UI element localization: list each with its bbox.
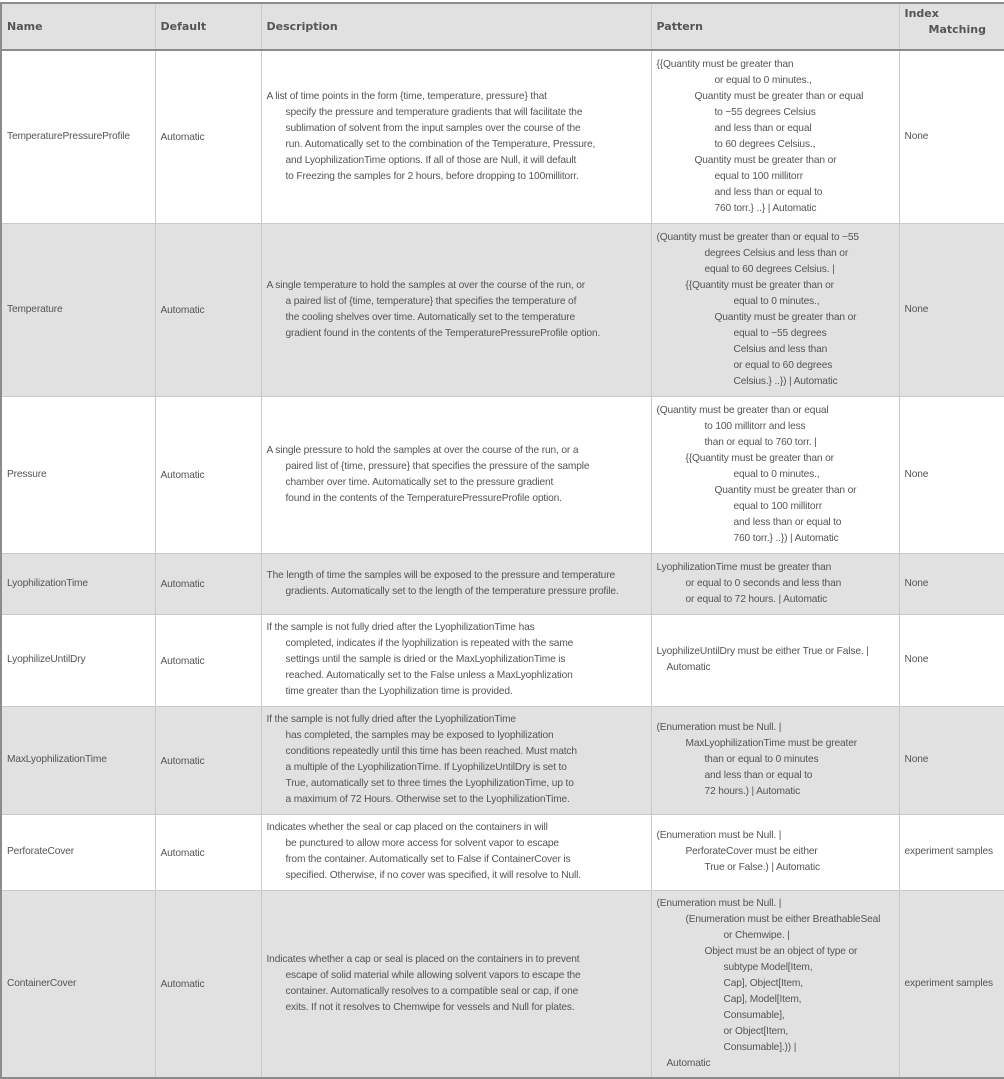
pattern-line: degrees Celsius and less than or	[704, 247, 849, 259]
pattern-line: Automatic	[666, 1057, 711, 1069]
pattern-line: (Quantity must be greater than or equal	[656, 404, 829, 416]
pattern-line: and less than or equal	[714, 122, 812, 134]
option-pattern-cell	[651, 614, 899, 706]
pattern-line: (Enumeration must be Null. |	[656, 722, 782, 733]
description-line: If the sample is not fully dried after the LyophilizationTime	[266, 714, 516, 725]
header-pattern: Pattern	[651, 3, 899, 50]
description-line: has completed, the samples may be exposed to lyophilization	[285, 730, 554, 741]
pattern-line: Automatic	[666, 662, 711, 673]
pattern-line: 72 hours.) | Automatic	[704, 786, 801, 797]
description-line: paired list of {time, pressure} that specifies the pressure of the sample	[285, 460, 590, 472]
option-index-matching-cell: experiment samples	[899, 814, 1004, 890]
pattern-line: and less than or equal to	[733, 516, 842, 528]
pattern-line: Quantity must be greater than or equal	[694, 90, 864, 102]
pattern-line: to 100 millitorr and less	[704, 420, 806, 432]
option-description-cell	[261, 614, 651, 706]
description-line: a paired list of {time, temperature} that specifies the temperature of	[285, 295, 577, 307]
pattern-line: or Chemwipe. |	[723, 929, 790, 941]
pattern-line: to 60 degrees Celsius.,	[714, 138, 816, 150]
pattern-line: LyophilizationTime must be greater than	[656, 561, 832, 573]
pattern-line: Object must be an object of type or	[704, 945, 858, 957]
description-line: found in the contents of the TemperaturePressureProfile option.	[285, 492, 562, 504]
option-description-cell	[261, 814, 651, 890]
header-description: Description	[261, 3, 651, 50]
description-line: sublimation of solvent from the input samples over the course of the	[285, 122, 581, 134]
description-line: True, automatically set to three times the LyophilizationTime, up to	[285, 778, 574, 789]
option-description-cell	[261, 706, 651, 814]
option-pattern-cell	[651, 553, 899, 614]
option-description-cell	[261, 396, 651, 553]
table-row	[1, 553, 1004, 614]
header-default: Default	[155, 3, 261, 50]
pattern-line: than or equal to 0 minutes	[704, 754, 819, 765]
description-line: a multiple of the LyophilizationTime. If LyophilizeUntilDry is set to	[285, 762, 567, 773]
pattern-line: {{Quantity must be greater than or	[685, 279, 834, 291]
pattern-line: subtype Model[Item,	[723, 961, 813, 973]
description-line: Indicates whether the seal or cap placed on the containers in will	[266, 822, 548, 833]
pattern-line: (Quantity must be greater than or equal to −55	[656, 231, 859, 243]
pattern-line: Celsius.} ..}) | Automatic	[733, 375, 838, 387]
option-pattern-cell	[651, 396, 899, 553]
option-pattern-cell	[651, 50, 899, 223]
description-line: container. Automatically resolves to a compatible seal or cap, if one	[285, 985, 579, 997]
option-index-matching-cell: experiment samples	[899, 890, 1004, 1078]
description-line: gradients. Automatically set to the length of the temperature pressure profile.	[285, 585, 619, 597]
pattern-line: 760 torr.} ..} | Automatic	[714, 202, 817, 214]
option-default-cell: Automatic	[155, 706, 261, 814]
pattern-line: Cap], Model[Item,	[723, 993, 802, 1005]
pattern-line: than or equal to 760 torr. |	[704, 436, 817, 448]
option-default-cell: Automatic	[155, 814, 261, 890]
description-line: reached. Automatically set to the False unless a MaxLyophlization	[285, 670, 573, 681]
pattern-line: Quantity must be greater than or	[694, 154, 837, 166]
description-line: run. Automatically set to the combination of the Temperature, Pressure,	[285, 138, 596, 150]
option-index-matching-cell: None	[899, 706, 1004, 814]
pattern-line: {{Quantity must be greater than	[656, 58, 794, 70]
table-row	[1, 614, 1004, 706]
option-name-cell: TemperaturePressureProfile	[1, 50, 155, 223]
option-name-cell: MaxLyophilizationTime	[1, 706, 155, 814]
description-line: a maximum of 72 Hours. Otherwise set to the LyophilizationTime.	[285, 794, 570, 805]
pattern-line: True or False.) | Automatic	[704, 862, 820, 873]
pattern-line: (Enumeration must be either BreathableSeal	[685, 913, 881, 925]
pattern-line: equal to 100 millitorr	[714, 170, 803, 182]
description-line: chamber over time. Automatically set to the pressure gradient	[285, 476, 554, 488]
pattern-line: equal to 60 degrees Celsius. |	[704, 263, 835, 275]
pattern-line: LyophilizeUntilDry must be either True or False. |	[656, 646, 869, 657]
header-index-line1: Index	[904, 7, 939, 20]
option-index-matching-cell: None	[899, 223, 1004, 396]
table-row	[1, 706, 1004, 814]
description-line: specify the pressure and temperature gradients that will facilitate the	[285, 106, 583, 118]
pattern-line: Celsius and less than	[733, 343, 828, 355]
header-index-matching	[899, 3, 1004, 50]
pattern-line: and less than or equal to	[704, 770, 813, 781]
pattern-line: and less than or equal to	[714, 186, 823, 198]
option-description-cell	[261, 553, 651, 614]
option-pattern-cell	[651, 890, 899, 1078]
pattern-line: equal to 0 minutes.,	[733, 295, 820, 307]
description-line: A list of time points in the form {time, temperature, pressure} that	[266, 90, 547, 102]
pattern-line: to −55 degrees Celsius	[714, 106, 816, 118]
description-line: conditions repeatedly until this time has been reached. Must match	[285, 746, 577, 757]
description-line: Indicates whether a cap or seal is placed on the containers in to prevent	[266, 953, 580, 965]
description-line: A single temperature to hold the samples at over the course of the run, or	[266, 279, 585, 291]
option-name-cell: Pressure	[1, 396, 155, 553]
description-line: escape of solid material while allowing solvent vapors to escape the	[285, 969, 581, 981]
description-line: If the sample is not fully dried after the LyophilizationTime has	[266, 622, 535, 633]
option-name-cell: PerforateCover	[1, 814, 155, 890]
option-default-cell: Automatic	[155, 890, 261, 1078]
description-line: completed, indicates if the lyophilization is repeated with the same	[285, 638, 574, 649]
table-row	[1, 890, 1004, 1078]
pattern-line: MaxLyophilizationTime must be greater	[685, 738, 857, 749]
pattern-line: PerforateCover must be either	[685, 846, 818, 857]
table-header-row	[1, 3, 1004, 50]
option-name-cell: Temperature	[1, 223, 155, 396]
pattern-line: equal to 0 minutes.,	[733, 468, 820, 480]
description-line: settings until the sample is dried or the MaxLyophilizationTime is	[285, 654, 566, 665]
option-default-cell: Automatic	[155, 614, 261, 706]
option-index-matching-cell: None	[899, 50, 1004, 223]
pattern-line: Consumable].)) |	[723, 1041, 797, 1053]
description-line: the cooling shelves over time. Automatically set to the temperature	[285, 311, 576, 323]
option-pattern-cell	[651, 223, 899, 396]
table-row	[1, 396, 1004, 553]
option-name-cell: LyophilizationTime	[1, 553, 155, 614]
description-line: specified. Otherwise, if no cover was specified, it will resolve to Null.	[285, 870, 581, 881]
option-pattern-cell	[651, 706, 899, 814]
pattern-line: or Object[Item,	[723, 1025, 789, 1037]
option-default-cell: Automatic	[155, 553, 261, 614]
options-table	[0, 2, 1004, 1079]
description-line: time greater than the Lyophilization time is provided.	[285, 686, 513, 697]
pattern-line: equal to −55 degrees	[733, 327, 827, 339]
pattern-line: or equal to 60 degrees	[733, 359, 833, 371]
option-index-matching-cell: None	[899, 614, 1004, 706]
pattern-line: Quantity must be greater than or	[714, 311, 857, 323]
option-default-cell: Automatic	[155, 50, 261, 223]
table-row	[1, 223, 1004, 396]
option-name-cell: LyophilizeUntilDry	[1, 614, 155, 706]
pattern-line: {{Quantity must be greater than or	[685, 452, 834, 464]
pattern-line: or equal to 0 minutes.,	[714, 74, 812, 86]
description-line: The length of time the samples will be exposed to the pressure and temperature	[266, 569, 615, 581]
pattern-line: equal to 100 millitorr	[733, 500, 822, 512]
table-row	[1, 814, 1004, 890]
pattern-line: or equal to 0 seconds and less than	[685, 577, 842, 589]
option-description-cell	[261, 223, 651, 396]
option-default-cell: Automatic	[155, 396, 261, 553]
pattern-line: (Enumeration must be Null. |	[656, 830, 782, 841]
option-description-cell	[261, 890, 651, 1078]
table-body	[1, 50, 1004, 1078]
pattern-line: Quantity must be greater than or	[714, 484, 857, 496]
description-line: to Freezing the samples for 2 hours, before dropping to 100millitorr.	[285, 170, 579, 182]
description-line: A single pressure to hold the samples at over the course of the run, or a	[266, 444, 579, 456]
option-name-cell: ContainerCover	[1, 890, 155, 1078]
pattern-line: Cap], Object[Item,	[723, 977, 803, 989]
option-pattern-cell	[651, 814, 899, 890]
pattern-line: 760 torr.} ..}) | Automatic	[733, 532, 839, 544]
option-index-matching-cell: None	[899, 396, 1004, 553]
description-line: exits. If not it resolves to Chemwipe for vessels and Null for plates.	[285, 1001, 575, 1013]
description-line: be punctured to allow more access for solvent vapor to escape	[285, 838, 559, 849]
option-index-matching-cell: None	[899, 553, 1004, 614]
pattern-line: Consumable],	[723, 1009, 785, 1021]
pattern-line: (Enumeration must be Null. |	[656, 897, 782, 909]
option-default-cell: Automatic	[155, 223, 261, 396]
pattern-line: or equal to 72 hours. | Automatic	[685, 593, 828, 605]
header-index-line2: Matching	[928, 23, 986, 36]
description-line: gradient found in the contents of the TemperaturePressureProfile option.	[285, 327, 601, 339]
description-line: and LyophilizationTime options. If all of those are Null, it will default	[285, 154, 577, 166]
header-name: Name	[1, 3, 155, 50]
table-row	[1, 50, 1004, 223]
description-line: from the container. Automatically set to False if ContainerCover is	[285, 854, 571, 865]
option-description-cell	[261, 50, 651, 223]
